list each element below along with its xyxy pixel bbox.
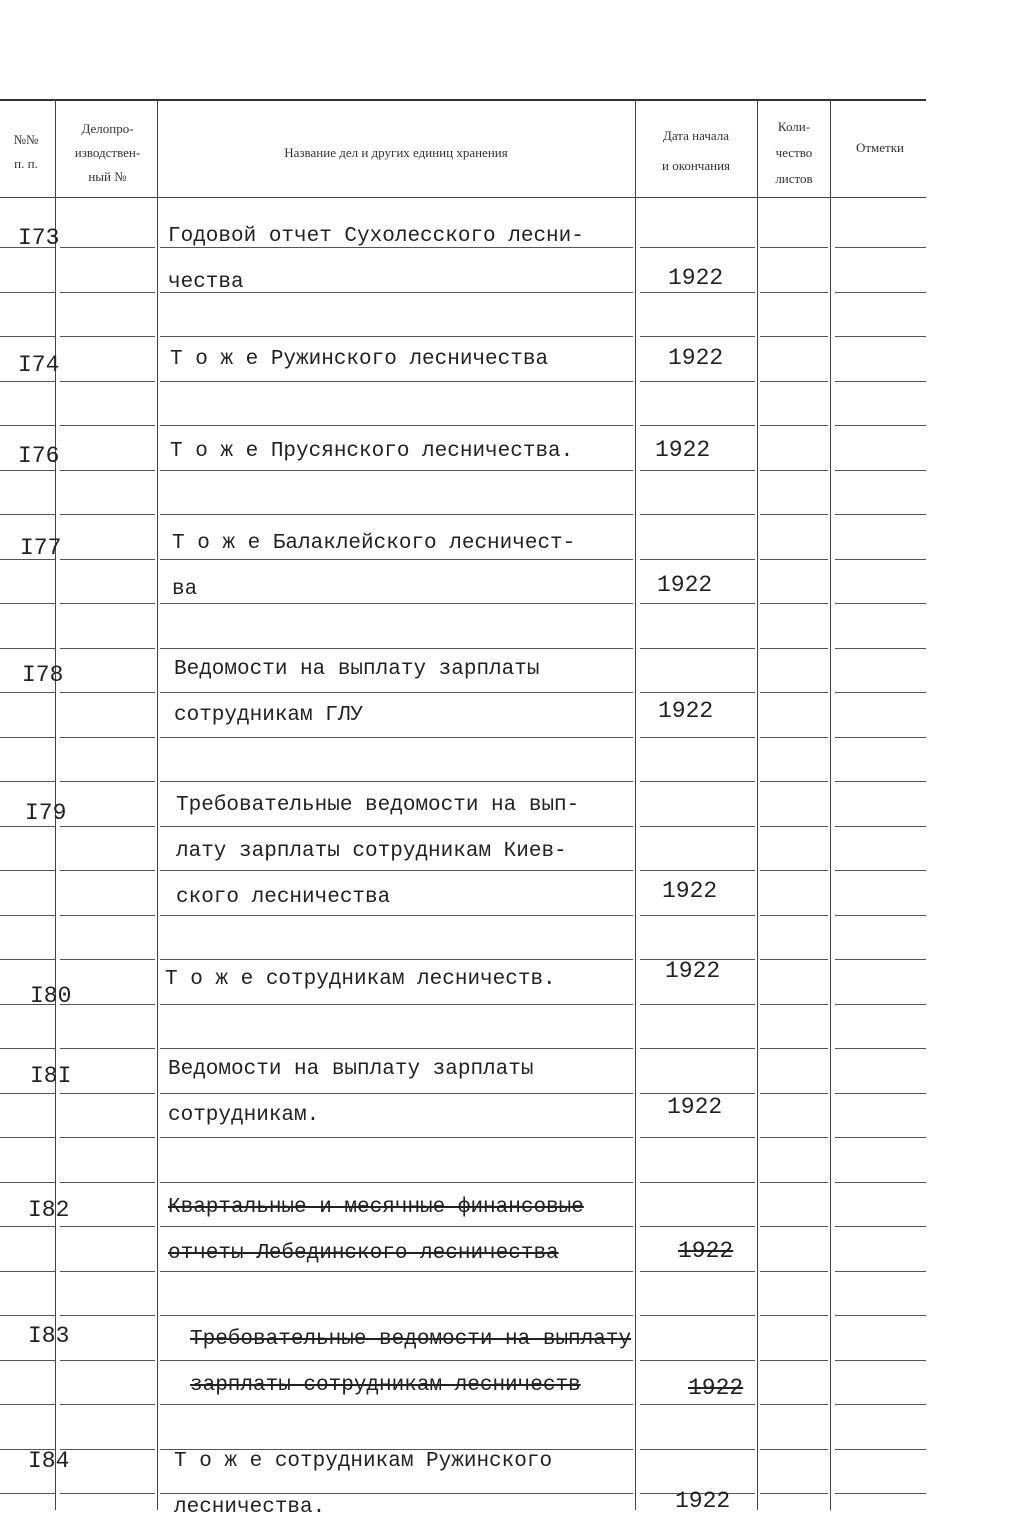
ruled-line [760,737,828,738]
ruled-line [160,1360,633,1361]
ruled-line [60,470,155,471]
ruled-line [160,1493,633,1494]
row-title-line: отчеты Лебединского лесничества [168,1242,559,1265]
ruled-line [160,470,633,471]
ruled-line [835,1360,926,1361]
ruled-line [160,514,633,515]
ruled-line [835,1493,926,1494]
ruled-line [640,425,755,426]
ruled-line [0,737,55,738]
ruled-line [760,1004,828,1005]
ruled-line [160,915,633,916]
ruled-line [160,425,633,426]
ruled-line [835,1226,926,1227]
ruled-line [60,1182,155,1183]
ruled-line [0,603,55,604]
ruled-line [60,1315,155,1316]
ruled-line [835,425,926,426]
row-date: 1922 [665,958,721,984]
ruled-line [0,336,55,337]
ruled-line [835,915,926,916]
ruled-line [0,1048,55,1049]
ruled-line [835,1093,926,1094]
row-number: I77 [20,535,62,561]
ruled-line [60,381,155,382]
ruled-line [640,247,755,248]
header-notes: Отметки [855,140,905,155]
ruled-line [640,603,755,604]
ruled-line [60,1404,155,1405]
ruled-line [160,1182,633,1183]
ruled-line [760,1226,828,1227]
ruled-line [160,1315,633,1316]
row-number: I80 [30,983,72,1009]
ruled-line [640,1048,755,1049]
ruled-line [640,336,755,337]
ruled-line [835,1271,926,1272]
ruled-line [640,692,755,693]
ruled-line [60,826,155,827]
ruled-line [760,1360,828,1361]
ruled-line [835,247,926,248]
ruled-line [0,915,55,916]
column-divider [757,100,758,1510]
ruled-line [60,1493,155,1494]
ruled-line [835,292,926,293]
ruled-line [640,870,755,871]
row-date: 1922 [657,572,713,598]
ruled-line [60,425,155,426]
ruled-line [835,1048,926,1049]
ruled-line [760,826,828,827]
ruled-line [640,648,755,649]
row-number: I76 [18,443,60,469]
ruled-line [835,603,926,604]
ruled-line [160,336,633,337]
row-title-line: зарплаты сотрудникам лесничеств [190,1374,581,1397]
ruled-line [0,470,55,471]
header-bottom-rule [0,197,926,198]
ruled-line [640,1271,755,1272]
ruled-line [60,1093,155,1094]
column-divider [157,100,158,1510]
row-number: I73 [18,225,60,251]
ruled-line [0,826,55,827]
ruled-line [60,603,155,604]
ruled-line [640,1449,755,1450]
row-date: 1922 [668,345,724,371]
ruled-line [60,692,155,693]
ruled-line [160,1004,633,1005]
ruled-line [760,1137,828,1138]
ruled-line [640,1404,755,1405]
ruled-line [0,292,55,293]
ruled-line [160,737,633,738]
ruled-line [160,1048,633,1049]
ruled-line [60,1271,155,1272]
header-office-number: Делопро- изводствен- ный № [74,121,141,184]
row-number: I78 [22,662,64,688]
ruled-line [160,1226,633,1227]
ruled-line [640,381,755,382]
ruled-line [160,959,633,960]
row-number: I82 [28,1197,70,1223]
ruled-line [760,648,828,649]
ruled-line [60,781,155,782]
ruled-line [160,648,633,649]
ruled-line [60,336,155,337]
ruled-line [640,915,755,916]
column-divider [635,100,636,1510]
row-title-line: лату зарплаты сотрудникам Киев- [176,840,567,863]
ruled-line [760,1493,828,1494]
ruled-line [160,692,633,693]
ruled-line [835,1137,926,1138]
ruled-line [640,737,755,738]
ruled-line [640,1360,755,1361]
ruled-line [760,1315,828,1316]
ruled-line [0,425,55,426]
ruled-line [760,514,828,515]
ruled-line [160,1093,633,1094]
ruled-line [60,1360,155,1361]
ruled-line [835,1404,926,1405]
ruled-line [760,292,828,293]
ruled-line [160,826,633,827]
ruled-line [60,247,155,248]
ruled-line [160,603,633,604]
ruled-line [60,559,155,560]
ruled-line [60,870,155,871]
ruled-line [0,1271,55,1272]
ruled-line [760,425,828,426]
ruled-line [160,1404,633,1405]
ruled-line [760,915,828,916]
ruled-line [60,292,155,293]
ruled-line [640,1137,755,1138]
ruled-line [0,1493,55,1494]
row-title-line: сотрудникам. [168,1104,320,1127]
ruled-line [835,381,926,382]
row-title-line: ского лесничества [176,886,391,909]
ruled-line [0,1182,55,1183]
ruled-line [760,470,828,471]
ruled-line [835,692,926,693]
row-title-line: ва [172,578,198,601]
row-title-line: Т о ж е сотрудникам Ружинского [174,1450,553,1473]
ruled-line [60,737,155,738]
ruled-line [835,470,926,471]
row-title-line: чества [168,271,244,294]
ruled-line [760,603,828,604]
ruled-line [835,870,926,871]
row-date: 1922 [662,878,718,904]
ruled-line [160,1137,633,1138]
row-number: I74 [18,352,60,378]
row-date: 1922 [668,265,724,291]
ruled-line [760,381,828,382]
ruled-line [160,870,633,871]
ruled-line [835,959,926,960]
ruled-line [160,1271,633,1272]
row-date: 1922 [655,437,711,463]
ruled-line [835,1315,926,1316]
ruled-line [0,959,55,960]
ruled-line [0,870,55,871]
ruled-line [640,559,755,560]
ruled-line [0,1404,55,1405]
ruled-line [0,1226,55,1227]
ruled-line [640,826,755,827]
ruled-line [60,648,155,649]
ruled-line [760,1093,828,1094]
ruled-line [835,1004,926,1005]
ruled-line [640,1004,755,1005]
ruled-line [160,559,633,560]
ruled-line [60,959,155,960]
row-number: I79 [25,800,67,826]
ruled-line [640,292,755,293]
ruled-line [760,870,828,871]
ruled-line [760,336,828,337]
ruled-line [760,781,828,782]
ruled-line [0,1315,55,1316]
ruled-line [0,514,55,515]
ruled-line [835,514,926,515]
ruled-line [60,1449,155,1450]
row-date: 1922 [658,698,714,724]
ruled-line [640,1315,755,1316]
ruled-line [0,781,55,782]
ruled-line [760,1271,828,1272]
row-date: 1922 [688,1375,744,1401]
row-number: I8I [30,1063,72,1089]
ruled-line [835,1182,926,1183]
row-title-line: Требовательные ведомости на выплату [190,1328,632,1351]
header-top-rule [0,99,926,101]
row-title-line: Годовой отчет Сухолесского лесни- [168,225,584,248]
ruled-line [835,781,926,782]
ruled-line [760,1404,828,1405]
ruled-line [0,381,55,382]
row-date: 1922 [678,1238,734,1264]
ruled-line [640,514,755,515]
header-number: №№ п. п. [13,132,39,171]
row-number: I84 [28,1448,70,1474]
ruled-line [835,648,926,649]
ruled-line [835,737,926,738]
header-title: Название дел и других единиц хранения [284,145,508,160]
row-title-line: Ведомости на выплату зарплаты [168,1058,534,1081]
ruled-line [160,781,633,782]
row-date: 1922 [667,1094,723,1120]
ruled-line [760,1182,828,1183]
ruled-line [835,336,926,337]
ruled-line [60,915,155,916]
ruled-line [640,781,755,782]
row-title-line: Требовательные ведомости на вып- [176,794,580,817]
ruled-line [760,559,828,560]
row-title-line: сотрудникам ГЛУ [174,704,364,727]
ruled-line [835,826,926,827]
row-date: 1922 [675,1488,731,1514]
ruled-line [760,959,828,960]
row-number: I83 [28,1323,70,1349]
ruled-line [760,1449,828,1450]
row-title-line: лесничества. [174,1496,326,1519]
ruled-line [60,1226,155,1227]
row-title-line: Т о ж е Прусянского лесничества. [170,440,574,463]
header-sheets: Коли- чество листов [775,119,813,186]
ruled-line [60,514,155,515]
ruled-line [0,692,55,693]
row-title-line: Ведомости на выплату зарплаты [174,658,540,681]
ruled-line [640,470,755,471]
ruled-line [0,1360,55,1361]
ruled-line [60,1137,155,1138]
ruled-line [640,1182,755,1183]
ruled-line [0,1137,55,1138]
ruled-line [0,1093,55,1094]
row-title-line: Т о ж е Ружинского лесничества [170,348,549,371]
ruled-line [835,559,926,560]
ruled-line [0,648,55,649]
ruled-line [160,381,633,382]
ruled-line [760,1048,828,1049]
ruled-line [640,1226,755,1227]
ruled-line [60,1004,155,1005]
ruled-line [760,247,828,248]
ruled-line [835,1449,926,1450]
ruled-line [60,1048,155,1049]
column-divider [830,100,831,1510]
row-title-line: Т о ж е сотрудникам лесничеств. [165,968,556,991]
header-dates: Дата начала и окончания [661,128,731,173]
row-title-line: Т о ж е Балаклейского лесничест- [172,532,576,555]
row-title-line: Квартальные и месячные финансовые [168,1196,584,1219]
ruled-line [760,692,828,693]
